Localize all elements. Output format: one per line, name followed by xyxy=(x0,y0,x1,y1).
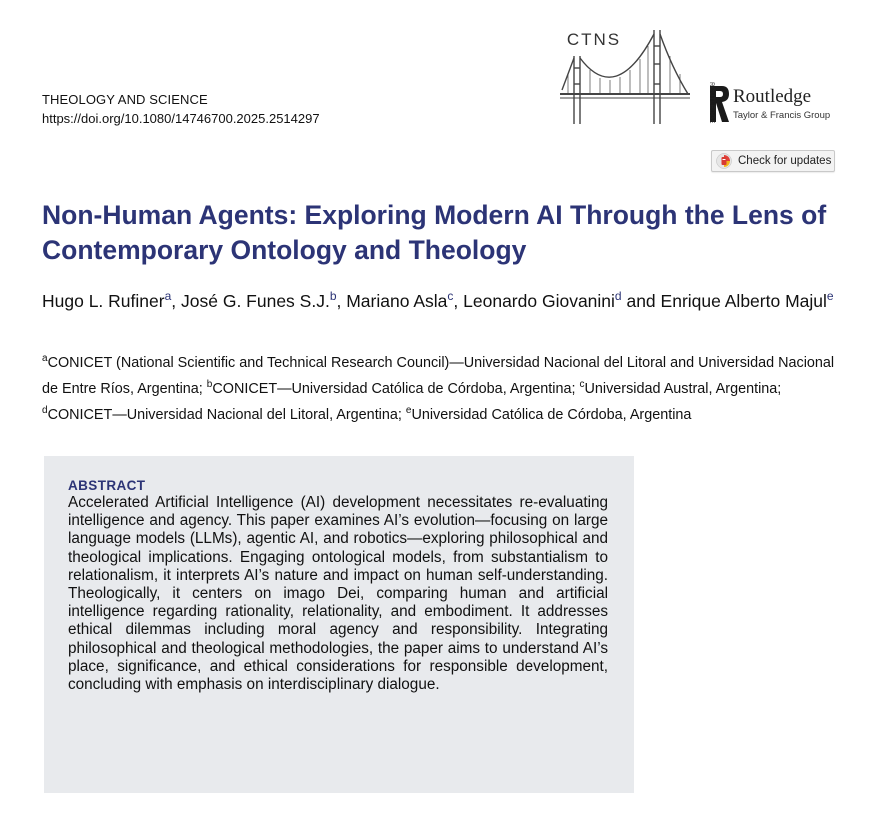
author-list xyxy=(42,284,842,313)
author-affiliation-mark[interactable]: c xyxy=(447,289,454,303)
abstract-heading: ABSTRACT xyxy=(68,478,146,493)
author-separator: and xyxy=(621,290,661,311)
author-separator: , xyxy=(171,290,181,311)
check-updates-icon xyxy=(716,153,732,169)
author-name[interactable]: José G. Funes S.J. xyxy=(181,290,330,311)
affiliation-text: CONICET—Universidad Católica de Córdoba, Argentina; xyxy=(212,380,580,397)
affiliation-mark: d xyxy=(42,404,48,416)
author-separator: , xyxy=(336,290,347,311)
ctns-label: CTNS xyxy=(566,30,622,49)
affiliation-list xyxy=(42,348,842,425)
check-updates-label: Check for updates xyxy=(738,155,832,167)
author-name[interactable]: Enrique Alberto Majul xyxy=(660,290,827,311)
author-affiliation-mark[interactable]: e xyxy=(826,289,834,303)
doi-link[interactable]: https://doi.org/10.1080/14746700.2025.2514297 xyxy=(42,111,320,126)
journal-name: THEOLOGY AND SCIENCE xyxy=(42,92,208,107)
author-name[interactable]: Leonardo Giovanini xyxy=(463,290,615,311)
affiliation-mark: a xyxy=(42,353,48,364)
affiliation-text: Universidad Austral, Argentina; xyxy=(584,380,782,397)
affiliation-text: Universidad Católica de Córdoba, Argentina xyxy=(411,406,692,423)
author-separator: , xyxy=(453,290,464,311)
abstract-text: Accelerated Artificial Intelligence (AI) development necessitates re-evaluating intelligence and agency. This paper examines AI’s evolution—focusing on large language models (LLMs), agentic AI, and robotics—exploring philosophical and theological implications. Engaging ontological models, from substantialism to relationalism, it interprets AI’s nature and impact on human self-understanding. Theologically, it centers on imago Dei, comparing human and artificial intelligence regarding rationality, relationality, and embodiment. It addresses ethical dilemmas including moral agency and responsibility. Integrating philosophical and theological methodologies, the paper aims to understand AI’s place, significance, and ethical considerations for responsible development, concluding with emphasis on interdisciplinary dialogue. xyxy=(68,494,608,694)
routledge-logo xyxy=(700,84,845,128)
affiliation-mark: b xyxy=(206,378,213,390)
author-affiliation-mark[interactable]: d xyxy=(614,289,622,303)
ctns-logo xyxy=(560,28,690,128)
check-for-updates-button[interactable] xyxy=(711,150,835,172)
article-title: Non-Human Agents: Exploring Modern AI Through the Lens of Contemporary Ontology and Theology xyxy=(42,200,827,265)
affiliation-mark: e xyxy=(405,404,412,416)
affiliation-text: CONICET (National Scientific and Technical Research Council)—Universidad Nacional del Litoral and Universidad Nacional de Entre Ríos, Argentina; xyxy=(42,354,835,397)
author-name[interactable]: Hugo L. Rufiner xyxy=(42,290,165,311)
author-affiliation-mark[interactable]: b xyxy=(329,289,337,303)
author-name[interactable]: Mariano Asla xyxy=(346,290,448,311)
bridge-icon xyxy=(560,28,690,128)
journal-header xyxy=(42,90,320,128)
affiliation-text: CONICET—Universidad Nacional del Litoral, Argentina; xyxy=(47,406,406,423)
publisher-name: Routledge xyxy=(733,86,812,107)
routledge-vertical-label: ROUTLEDGE xyxy=(707,82,714,124)
author-affiliation-mark[interactable]: a xyxy=(164,289,172,303)
affiliation-mark: c xyxy=(579,378,585,390)
abstract-box xyxy=(44,456,634,793)
publisher-subtitle: Taylor & Francis Group xyxy=(733,110,831,121)
routledge-r-icon xyxy=(700,84,730,124)
